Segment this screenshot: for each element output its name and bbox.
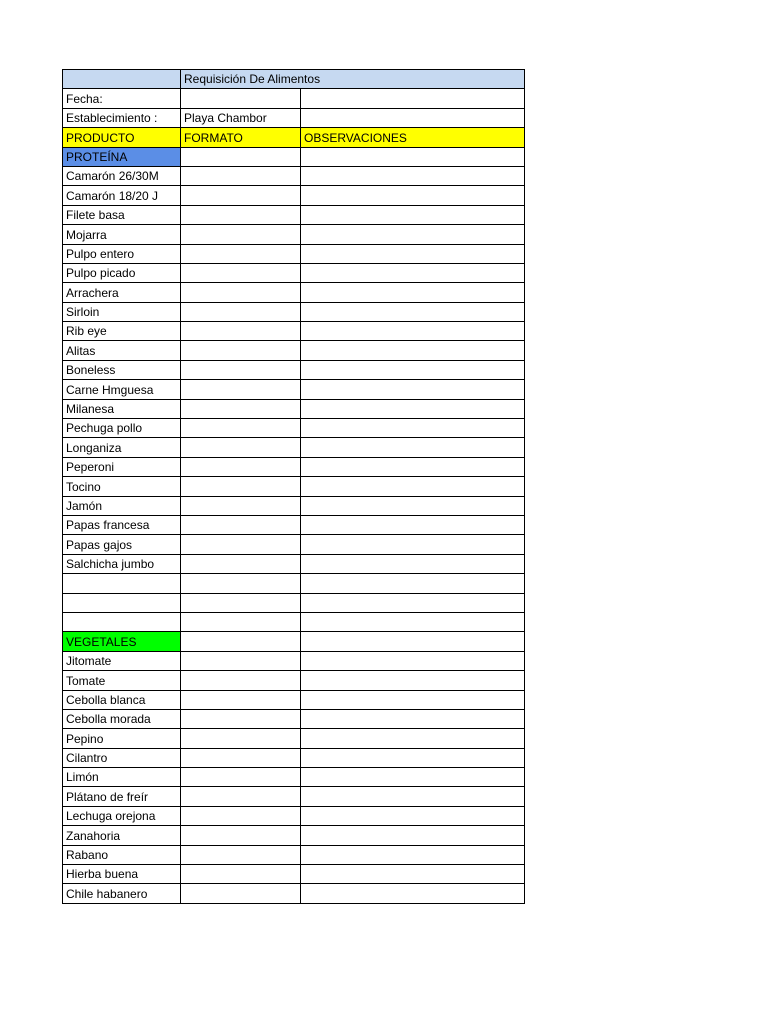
formato-cell[interactable] — [181, 457, 301, 476]
observaciones-cell[interactable] — [301, 729, 525, 748]
formato-cell[interactable] — [181, 283, 301, 302]
observaciones-cell[interactable] — [301, 263, 525, 282]
observaciones-cell[interactable] — [301, 768, 525, 787]
table-row — [63, 477, 525, 496]
observaciones-cell[interactable] — [301, 612, 525, 631]
formato-cell[interactable] — [181, 554, 301, 573]
table-row — [63, 360, 525, 379]
product-cell[interactable]: Pulpo picado — [63, 263, 181, 282]
observaciones-cell[interactable] — [301, 515, 525, 534]
product-cell[interactable]: Papas gajos — [63, 535, 181, 554]
table-row — [63, 341, 525, 360]
product-cell[interactable]: Limón — [63, 768, 181, 787]
fecha-label[interactable]: Fecha: — [63, 89, 181, 108]
observaciones-cell[interactable] — [301, 593, 525, 612]
formato-cell[interactable] — [181, 884, 301, 903]
observaciones-cell[interactable] — [301, 554, 525, 573]
table-row — [63, 225, 525, 244]
product-cell[interactable]: Pechuga pollo — [63, 419, 181, 438]
product-cell[interactable]: Camarón 26/30M — [63, 166, 181, 185]
product-cell[interactable]: Milanesa — [63, 399, 181, 418]
formato-cell[interactable] — [181, 341, 301, 360]
product-cell[interactable]: Pulpo entero — [63, 244, 181, 263]
formato-cell[interactable] — [181, 535, 301, 554]
formato-cell[interactable] — [181, 748, 301, 767]
observaciones-cell[interactable] — [301, 380, 525, 399]
observaciones-cell[interactable] — [301, 322, 525, 341]
observaciones-cell[interactable] — [301, 205, 525, 224]
observaciones-cell[interactable] — [301, 671, 525, 690]
observaciones-cell[interactable] — [301, 826, 525, 845]
formato-cell[interactable] — [181, 477, 301, 496]
header-observaciones[interactable]: OBSERVACIONES — [301, 128, 525, 147]
product-cell[interactable]: Lechuga orejona — [63, 806, 181, 825]
formato-cell[interactable] — [181, 690, 301, 709]
product-cell[interactable]: Tomate — [63, 671, 181, 690]
table-row — [63, 806, 525, 825]
table-row — [63, 612, 525, 631]
formato-cell[interactable] — [181, 147, 301, 166]
product-cell[interactable]: Mojarra — [63, 225, 181, 244]
table-row — [63, 263, 525, 282]
formato-cell[interactable] — [181, 263, 301, 282]
table-row — [63, 671, 525, 690]
observaciones-cell[interactable] — [301, 457, 525, 476]
establecimiento-value[interactable]: Playa Chambor — [181, 108, 301, 127]
observaciones-cell[interactable] — [301, 709, 525, 728]
observaciones-cell[interactable] — [301, 438, 525, 457]
formato-cell[interactable] — [181, 205, 301, 224]
observaciones-cell[interactable] — [301, 787, 525, 806]
product-cell[interactable]: Zanahoria — [63, 826, 181, 845]
observaciones-cell[interactable] — [301, 360, 525, 379]
product-cell[interactable]: Longaniza — [63, 438, 181, 457]
observaciones-cell[interactable] — [301, 535, 525, 554]
table-row — [63, 845, 525, 864]
table-row — [63, 768, 525, 787]
table-row — [63, 884, 525, 903]
table-row — [63, 244, 525, 263]
product-cell[interactable]: Alitas — [63, 341, 181, 360]
table-row — [63, 438, 525, 457]
table-row — [63, 496, 525, 515]
observaciones-cell[interactable] — [301, 806, 525, 825]
product-cell[interactable]: Salchicha jumbo — [63, 554, 181, 573]
product-cell[interactable]: Plátano de freír — [63, 787, 181, 806]
product-cell[interactable]: Pepino — [63, 729, 181, 748]
formato-cell[interactable] — [181, 845, 301, 864]
formato-cell[interactable] — [181, 651, 301, 670]
formato-cell[interactable] — [181, 806, 301, 825]
observaciones-cell[interactable] — [301, 845, 525, 864]
formato-cell[interactable] — [181, 360, 301, 379]
observaciones-cell[interactable] — [301, 302, 525, 321]
product-cell[interactable]: Carne Hmguesa — [63, 380, 181, 399]
sheet-title[interactable]: Requisición De Alimentos — [181, 70, 525, 89]
header-formato[interactable]: FORMATO — [181, 128, 301, 147]
table-row — [63, 399, 525, 418]
table-row — [63, 709, 525, 728]
observaciones-cell[interactable] — [301, 225, 525, 244]
table-row — [63, 554, 525, 573]
product-cell[interactable]: Chile habanero — [63, 884, 181, 903]
product-cell[interactable]: Peperoni — [63, 457, 181, 476]
observaciones-cell[interactable] — [301, 690, 525, 709]
table-row — [63, 515, 525, 534]
formato-cell[interactable] — [181, 166, 301, 185]
product-cell[interactable] — [63, 593, 181, 612]
table-row — [63, 787, 525, 806]
observaciones-cell[interactable] — [301, 574, 525, 593]
cell-blank[interactable] — [63, 70, 181, 89]
formato-cell[interactable] — [181, 709, 301, 728]
fecha-value[interactable] — [181, 89, 301, 108]
formato-cell[interactable] — [181, 225, 301, 244]
formato-cell[interactable] — [181, 496, 301, 515]
table-row — [63, 748, 525, 767]
product-cell[interactable]: Camarón 18/20 J — [63, 186, 181, 205]
fecha-row — [63, 89, 525, 108]
table-row — [63, 205, 525, 224]
observaciones-cell[interactable] — [301, 186, 525, 205]
observaciones-cell[interactable] — [301, 748, 525, 767]
formato-cell[interactable] — [181, 302, 301, 321]
product-cell[interactable] — [63, 612, 181, 631]
table-row — [63, 865, 525, 884]
observaciones-cell[interactable] — [301, 283, 525, 302]
cell-blank[interactable] — [301, 108, 525, 127]
table-row — [63, 302, 525, 321]
table-row — [63, 690, 525, 709]
table-row — [63, 729, 525, 748]
product-cell[interactable]: Boneless — [63, 360, 181, 379]
formato-cell[interactable] — [181, 574, 301, 593]
requisition-table — [62, 69, 525, 904]
table-row — [63, 593, 525, 612]
product-cell[interactable]: Jamón — [63, 496, 181, 515]
observaciones-cell[interactable] — [301, 399, 525, 418]
formato-cell[interactable] — [181, 632, 301, 651]
product-cell[interactable]: Tocino — [63, 477, 181, 496]
title-row — [63, 70, 525, 89]
formato-cell[interactable] — [181, 322, 301, 341]
table-row — [63, 457, 525, 476]
product-cell[interactable]: Jitomate — [63, 651, 181, 670]
observaciones-cell[interactable] — [301, 341, 525, 360]
product-cell[interactable]: Cebolla blanca — [63, 690, 181, 709]
header-row — [63, 128, 525, 147]
observaciones-cell[interactable] — [301, 477, 525, 496]
table-row — [63, 419, 525, 438]
product-cell[interactable]: Hierba buena — [63, 865, 181, 884]
table-row — [63, 380, 525, 399]
cell-blank[interactable] — [301, 89, 525, 108]
formato-cell[interactable] — [181, 826, 301, 845]
section-row — [63, 632, 525, 651]
formato-cell[interactable] — [181, 419, 301, 438]
observaciones-cell[interactable] — [301, 651, 525, 670]
table-row — [63, 283, 525, 302]
formato-cell[interactable] — [181, 244, 301, 263]
table-row — [63, 322, 525, 341]
observaciones-cell[interactable] — [301, 166, 525, 185]
formato-cell[interactable] — [181, 768, 301, 787]
table-row — [63, 826, 525, 845]
product-cell[interactable]: Sirloin — [63, 302, 181, 321]
observaciones-cell[interactable] — [301, 244, 525, 263]
table-row — [63, 574, 525, 593]
product-cell[interactable]: Cilantro — [63, 748, 181, 767]
formato-cell[interactable] — [181, 515, 301, 534]
section-label[interactable]: PROTEÍNA — [63, 147, 181, 166]
section-row — [63, 147, 525, 166]
observaciones-cell[interactable] — [301, 865, 525, 884]
establecimiento-label[interactable]: Establecimiento : — [63, 108, 181, 127]
observaciones-cell[interactable] — [301, 419, 525, 438]
section-label[interactable]: VEGETALES — [63, 632, 181, 651]
establecimiento-row — [63, 108, 525, 127]
formato-cell[interactable] — [181, 729, 301, 748]
product-cell[interactable] — [63, 574, 181, 593]
formato-cell[interactable] — [181, 380, 301, 399]
formato-cell[interactable] — [181, 593, 301, 612]
table-row — [63, 651, 525, 670]
table-row — [63, 166, 525, 185]
product-cell[interactable]: Papas francesa — [63, 515, 181, 534]
table-row — [63, 186, 525, 205]
product-cell[interactable]: Cebolla morada — [63, 709, 181, 728]
formato-cell[interactable] — [181, 612, 301, 631]
observaciones-cell[interactable] — [301, 147, 525, 166]
formato-cell[interactable] — [181, 186, 301, 205]
header-producto[interactable]: PRODUCTO — [63, 128, 181, 147]
formato-cell[interactable] — [181, 865, 301, 884]
observaciones-cell[interactable] — [301, 632, 525, 651]
formato-cell[interactable] — [181, 438, 301, 457]
product-cell[interactable]: Filete basa — [63, 205, 181, 224]
table-row — [63, 535, 525, 554]
formato-cell[interactable] — [181, 671, 301, 690]
product-cell[interactable]: Rib eye — [63, 322, 181, 341]
product-cell[interactable]: Rabano — [63, 845, 181, 864]
observaciones-cell[interactable] — [301, 884, 525, 903]
product-cell[interactable]: Arrachera — [63, 283, 181, 302]
observaciones-cell[interactable] — [301, 496, 525, 515]
formato-cell[interactable] — [181, 399, 301, 418]
formato-cell[interactable] — [181, 787, 301, 806]
